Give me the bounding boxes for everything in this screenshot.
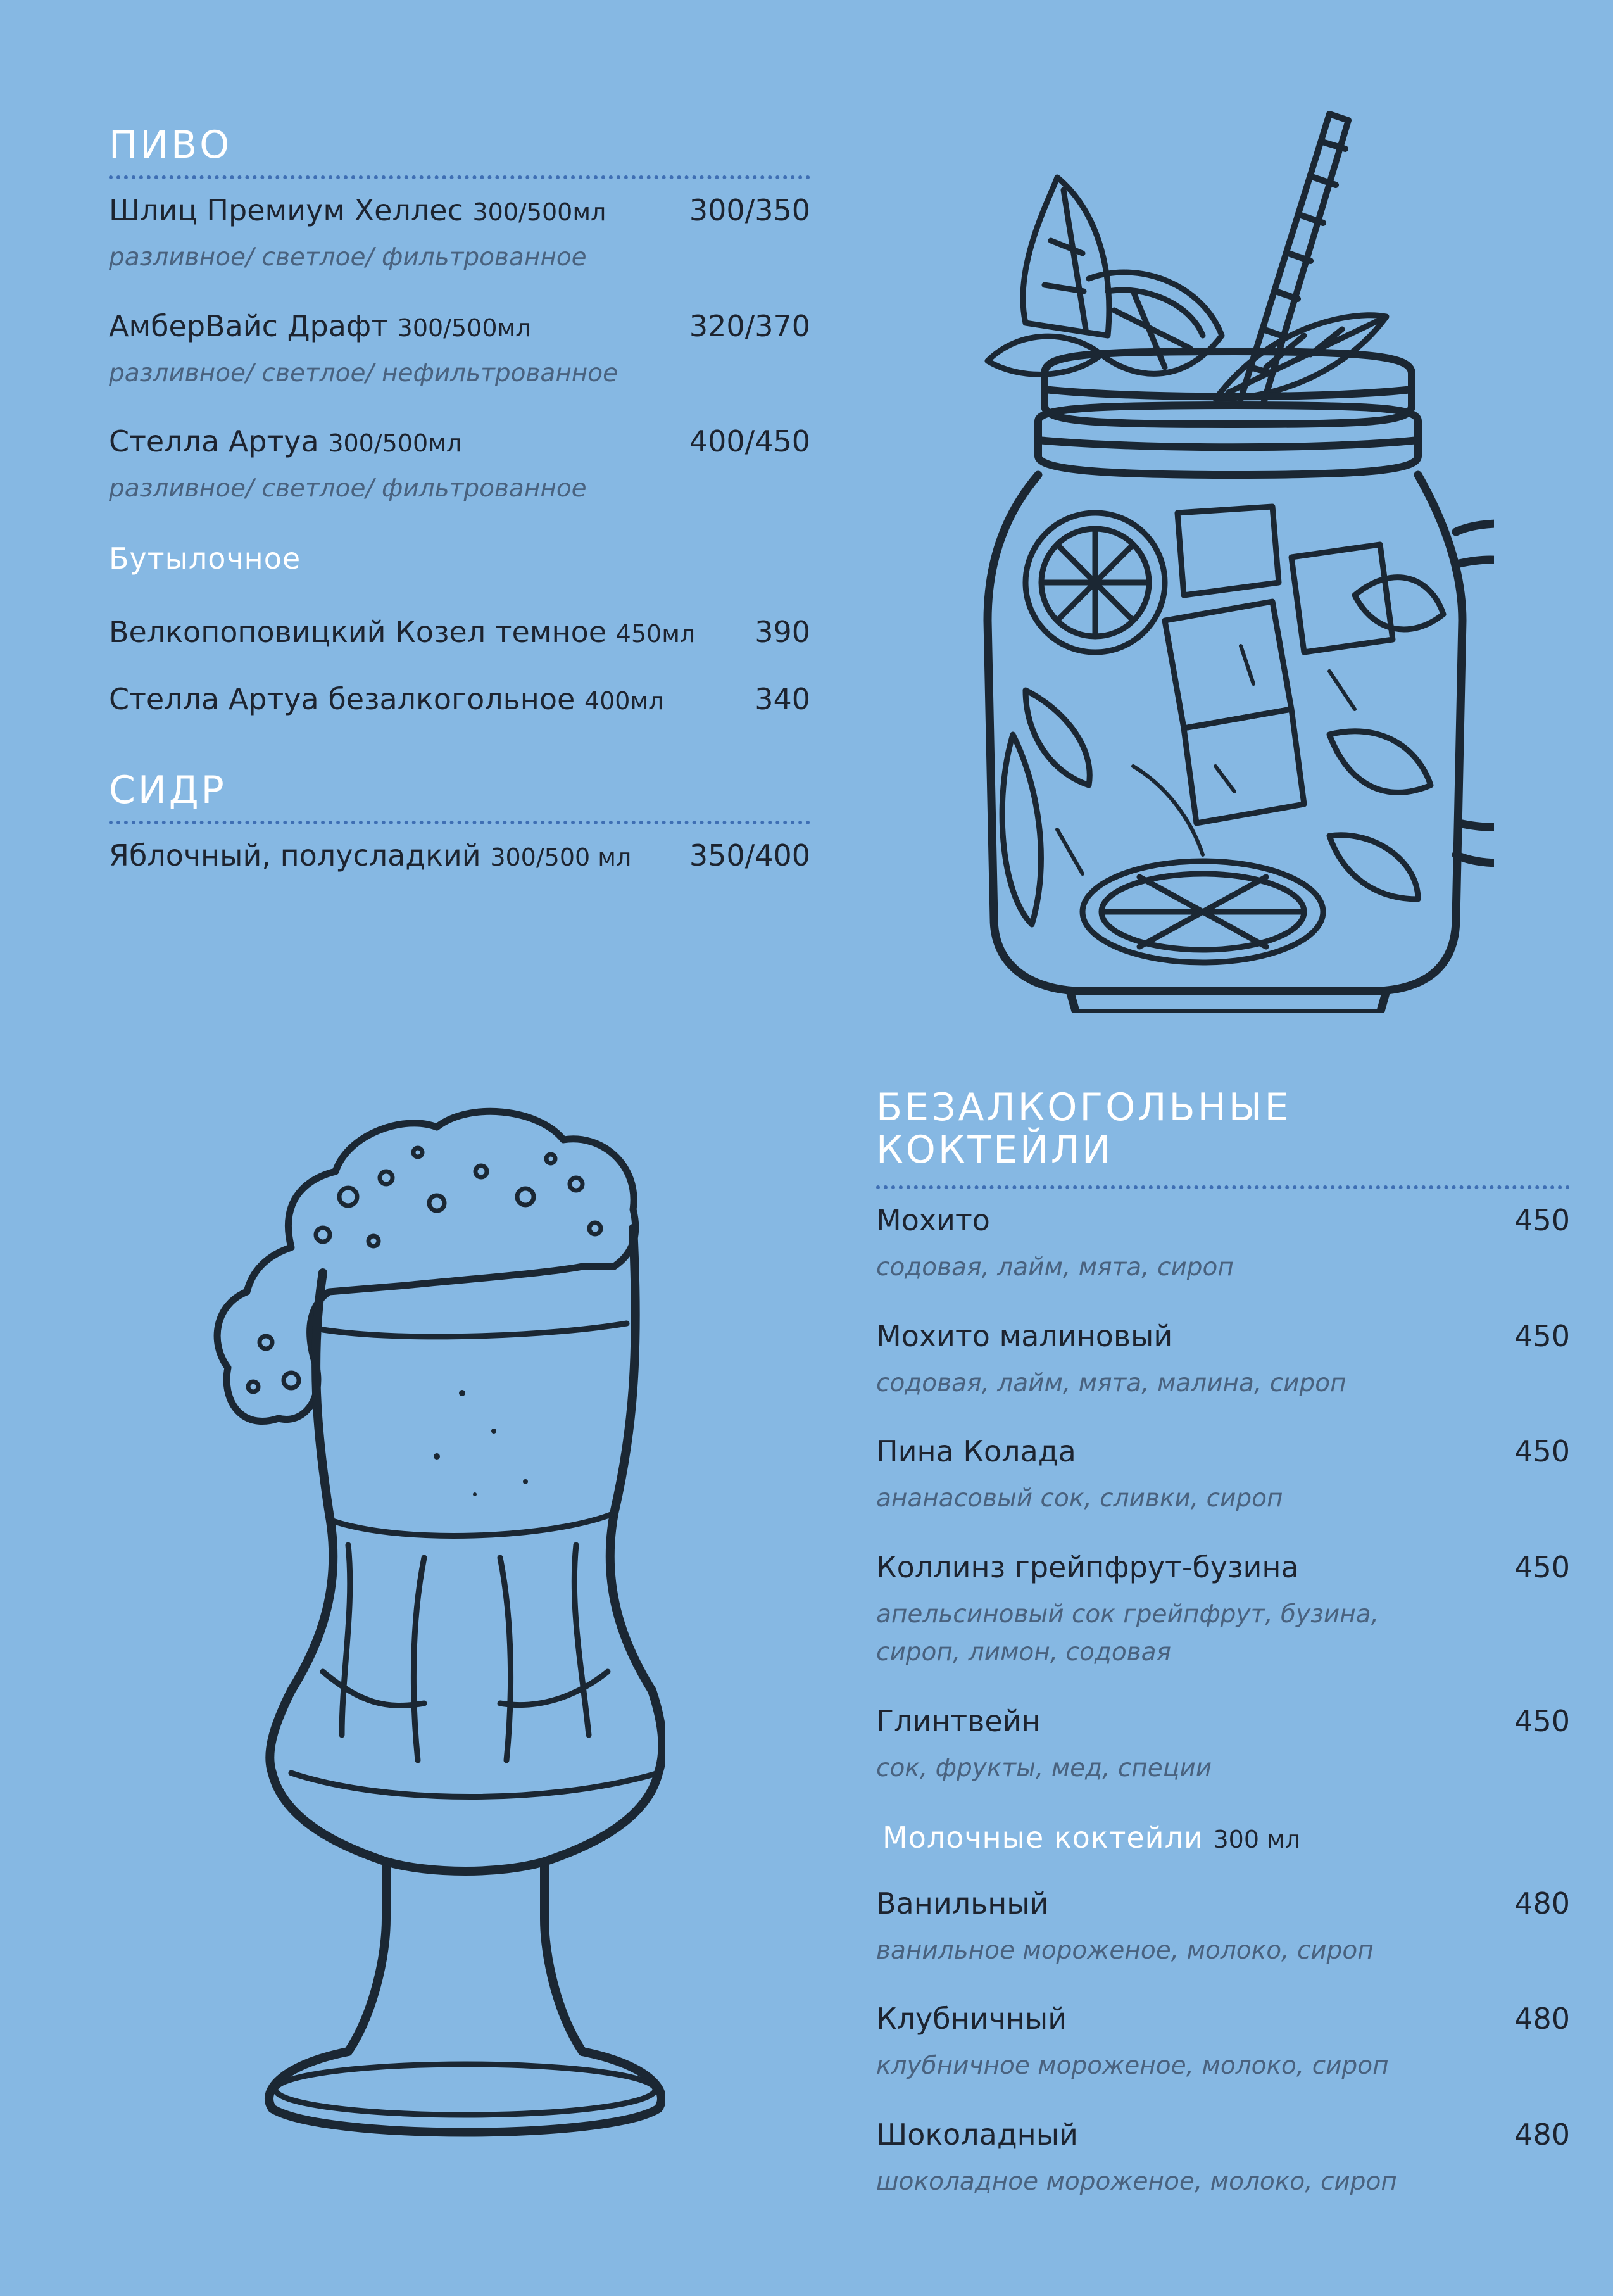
item-description (876, 1596, 1570, 1672)
menu-item (109, 193, 810, 277)
mason-jar-lemonade-icon (975, 101, 1494, 1013)
cocktails-heading-line1: БЕЗАЛКОГОЛЬНЫЕ (876, 1085, 1291, 1130)
item-price: 450 (1514, 1434, 1570, 1469)
cider-heading: СИДР (109, 768, 227, 812)
item-price: 390 (755, 614, 810, 649)
item-name: Велкопоповицкий Козел темное (109, 614, 607, 649)
item-price: 480 (1514, 1886, 1570, 1921)
item-name: Ванильный (876, 1886, 1049, 1921)
menu-item (876, 1434, 1570, 1518)
item-name: Мохито (876, 1203, 990, 1238)
item-price: 480 (1514, 2002, 1570, 2036)
item-description: содовая, лайм, мята, сироп (876, 1253, 1234, 1282)
item-volume: 300/500 мл (490, 843, 632, 872)
cocktails-heading (876, 1087, 1570, 1171)
item-name: Мохито малиновый (876, 1318, 1173, 1353)
item-name: АмберВайс Драфт (109, 308, 389, 343)
item-price: 450 (1514, 1318, 1570, 1353)
item-price: 480 (1514, 2117, 1570, 2152)
cocktails-divider (876, 1185, 1570, 1189)
item-description: клубничное мороженое, молоко, сироп (876, 2052, 1389, 2081)
menu-item (109, 615, 810, 649)
cocktails-heading-line2: КОКТЕЙЛИ (876, 1128, 1113, 1173)
menu-item (109, 682, 810, 716)
item-price: 340 (755, 681, 810, 716)
item-description: разливное/ светлое/ фильтрованное (109, 243, 587, 272)
milk-heading: Молочные коктейли (882, 1820, 1203, 1855)
menu-item (876, 1319, 1570, 1403)
item-description-line: сироп, лимон, содовая (876, 1638, 1172, 1667)
item-volume: 300/500мл (397, 313, 531, 342)
beer-section (109, 124, 810, 716)
item-name: Стелла Артуа безалкогольное (109, 681, 575, 716)
item-volume: 300/500мл (328, 429, 462, 458)
item-description: содовая, лайм, мята, малина, сироп (876, 1368, 1346, 1397)
menu-item (109, 309, 810, 393)
milk-subheading (876, 1820, 1570, 1855)
cider-divider (109, 821, 810, 824)
item-name: Коллинз грейпфрут-бузина (876, 1549, 1299, 1584)
bottled-subheading: Бутылочное (109, 541, 301, 576)
beer-heading: ПИВО (109, 123, 232, 167)
menu-item (876, 1704, 1570, 1788)
item-description: ананасовый сок, сливки, сироп (876, 1484, 1283, 1513)
item-name: Шлиц Премиум Хеллес (109, 193, 463, 228)
item-name: Глинтвейн (876, 1703, 1041, 1738)
menu-item (109, 838, 810, 873)
item-volume: 400мл (584, 686, 664, 715)
menu-item (876, 1203, 1570, 1287)
menu-item (109, 424, 810, 508)
item-price: 450 (1514, 1203, 1570, 1238)
item-volume: 450мл (615, 619, 696, 648)
item-price: 450 (1514, 1549, 1570, 1584)
item-volume: 300/500мл (472, 198, 606, 227)
item-description: разливное/ светлое/ фильтрованное (109, 474, 587, 503)
item-name: Стелла Артуа (109, 424, 319, 459)
item-price: 320/370 (689, 308, 810, 343)
item-price: 350/400 (689, 838, 810, 873)
item-price: 300/350 (689, 193, 810, 228)
item-price: 450 (1514, 1703, 1570, 1738)
beer-divider (109, 175, 810, 179)
item-description: ванильное мороженое, молоко, сироп (876, 1936, 1374, 1965)
menu-item (876, 2002, 1570, 2085)
item-description-line: апельсиновый сок грейпфрут, бузина, (876, 1599, 1379, 1629)
menu-item (876, 1550, 1570, 1672)
item-name: Клубничный (876, 2002, 1067, 2036)
cocktails-section (876, 1087, 1570, 2201)
item-name: Шоколадный (876, 2117, 1078, 2152)
menu-item (876, 2117, 1570, 2201)
item-name: Пина Колада (876, 1434, 1076, 1469)
item-description: разливное/ светлое/ нефильтрованное (109, 358, 618, 388)
milk-volume: 300 мл (1213, 1826, 1301, 1853)
item-price: 400/450 (689, 424, 810, 459)
item-description: шоколадное мороженое, молоко, сироп (876, 2167, 1397, 2196)
item-name: Яблочный, полусладкий (109, 838, 481, 873)
beer-glass-icon (196, 1102, 665, 2147)
cider-section (109, 769, 810, 873)
item-description: сок, фрукты, мед, специи (876, 1753, 1212, 1782)
menu-item (876, 1886, 1570, 1970)
